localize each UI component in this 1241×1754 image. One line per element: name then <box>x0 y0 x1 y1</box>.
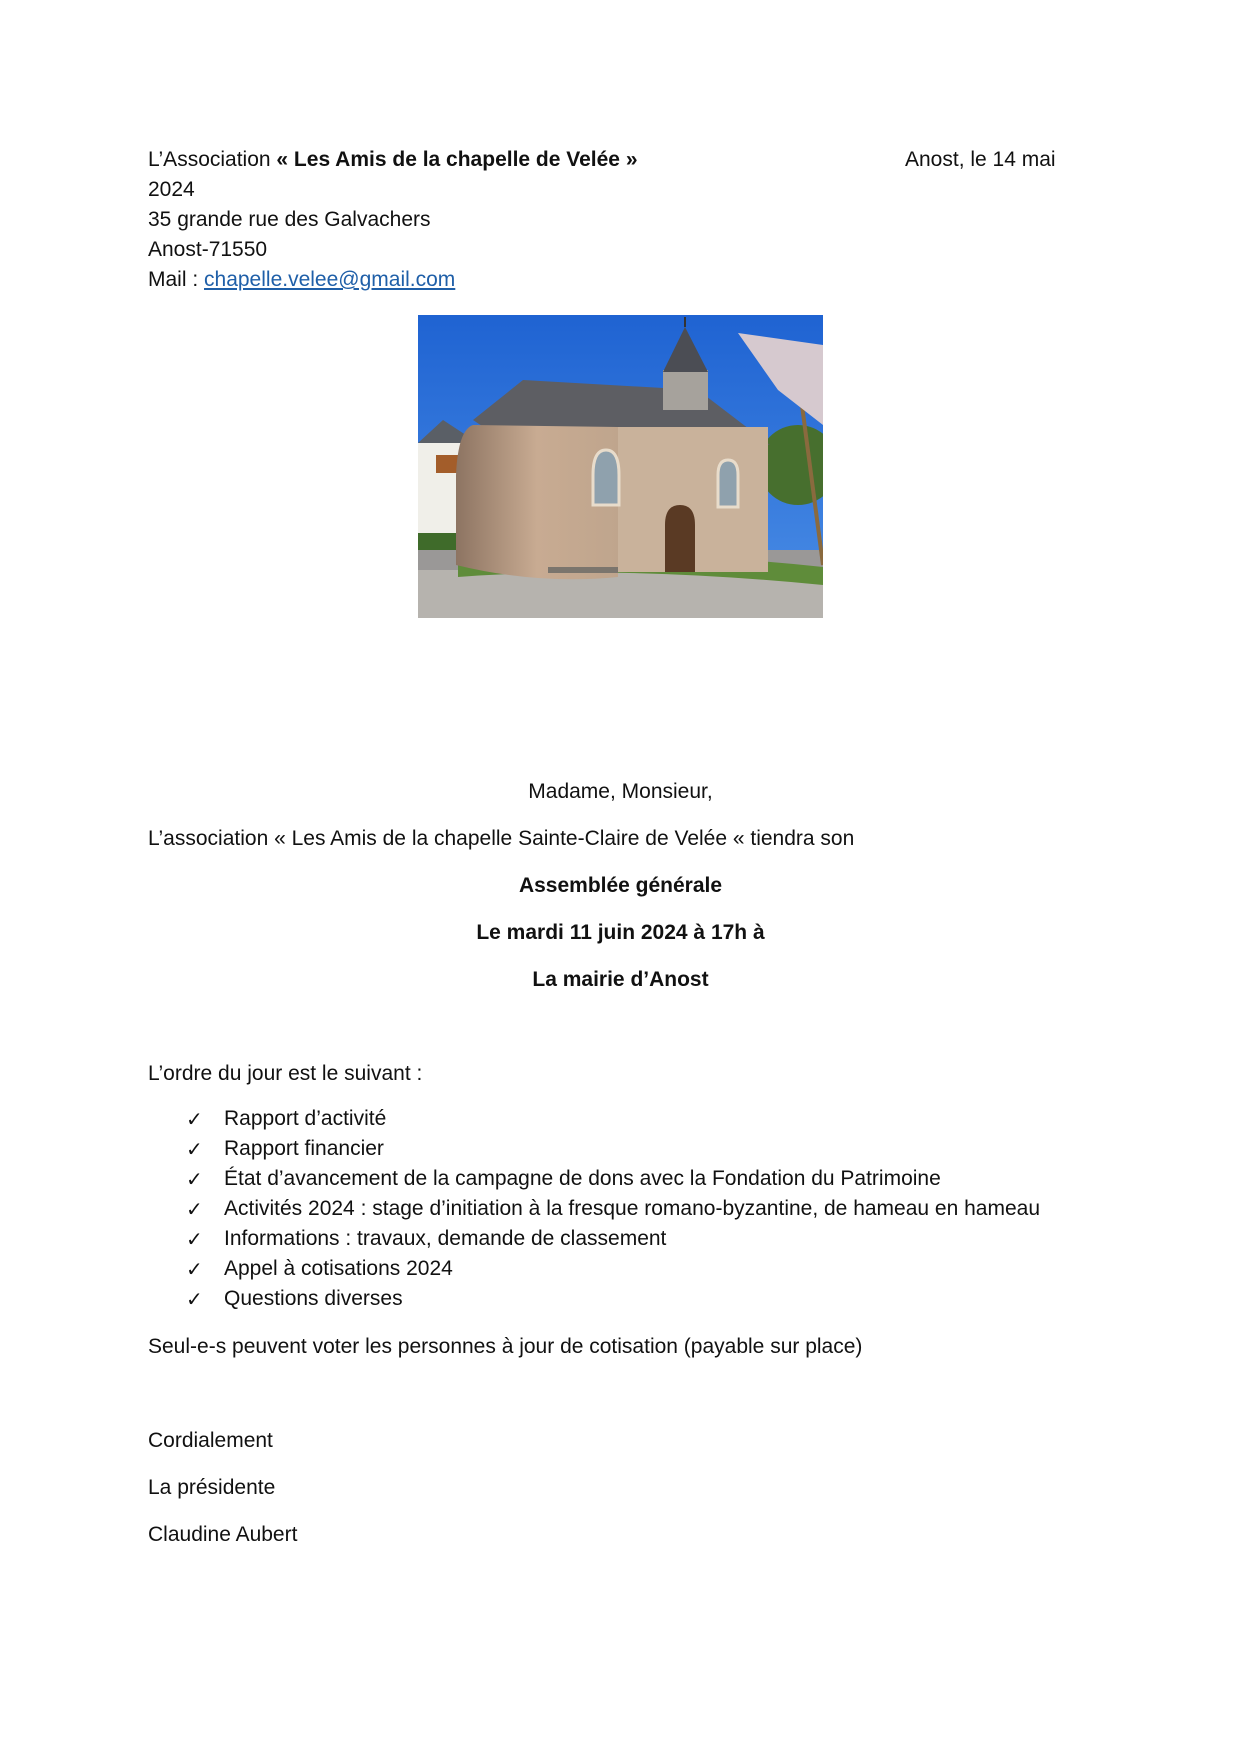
checkmark-icon: ✓ <box>186 1287 203 1311</box>
intro-text: L’association « Les Amis de la chapelle Sainte-Claire de Velée « tiendra son <box>148 827 855 850</box>
event-date: Le mardi 11 juin 2024 à 17h à <box>476 921 765 944</box>
agenda-list <box>186 1104 1040 1314</box>
address: 35 grande rue des Galvachers <box>148 208 431 231</box>
vote-note: Seul-e-s peuvent voter les personnes à jour de cotisation (payable sur place) <box>148 1335 863 1358</box>
checkmark-icon: ✓ <box>186 1167 203 1191</box>
city: Anost-71550 <box>148 238 268 261</box>
checkmark-icon: ✓ <box>186 1257 203 1281</box>
agenda-item-text: Appel à cotisations 2024 <box>224 1257 453 1280</box>
agenda-item <box>186 1104 1040 1134</box>
agenda-item <box>186 1284 1040 1314</box>
mail-link[interactable]: chapelle.velee@gmail.com <box>204 268 456 291</box>
salutation: Cordialement <box>148 1429 273 1452</box>
event-title: Assemblée générale <box>518 874 723 897</box>
checkmark-icon: ✓ <box>186 1137 203 1161</box>
association-prefix: L’Association <box>148 148 277 171</box>
agenda-intro: L’ordre du jour est le suivant : <box>148 1062 423 1085</box>
agenda-item-text: Activités 2024 : stage d’initiation à la fresque romano-byzantine, de hameau en hameau <box>224 1197 1041 1220</box>
agenda-item-text: Rapport financier <box>224 1137 384 1160</box>
association-name: « Les Amis de la chapelle de Velée » <box>276 148 638 171</box>
chapel-photo <box>418 315 823 618</box>
place-date: Anost, le 14 mai <box>905 148 1056 171</box>
mail-line <box>148 268 455 292</box>
agenda-item-text: État d’avancement de la campagne de dons avec la Fondation du Patrimoine <box>224 1167 941 1190</box>
mail-label: Mail : <box>148 268 205 291</box>
checkmark-icon: ✓ <box>186 1197 203 1221</box>
association-line <box>148 148 638 172</box>
greeting: Madame, Monsieur, <box>528 780 713 803</box>
agenda-item <box>186 1164 1040 1194</box>
agenda-item-text: Informations : travaux, demande de classement <box>224 1227 667 1250</box>
agenda-item <box>186 1254 1040 1284</box>
signatory-role: La présidente <box>148 1476 276 1499</box>
agenda-item-text: Rapport d’activité <box>224 1107 387 1130</box>
checkmark-icon: ✓ <box>186 1107 203 1131</box>
date-year: 2024 <box>148 178 195 201</box>
signatory-name: Claudine Aubert <box>148 1523 298 1546</box>
agenda-item <box>186 1194 1040 1224</box>
event-place: La mairie d’Anost <box>532 968 709 991</box>
checkmark-icon: ✓ <box>186 1227 203 1251</box>
agenda-item <box>186 1134 1040 1164</box>
agenda-item <box>186 1224 1040 1254</box>
agenda-item-text: Questions diverses <box>224 1287 403 1310</box>
